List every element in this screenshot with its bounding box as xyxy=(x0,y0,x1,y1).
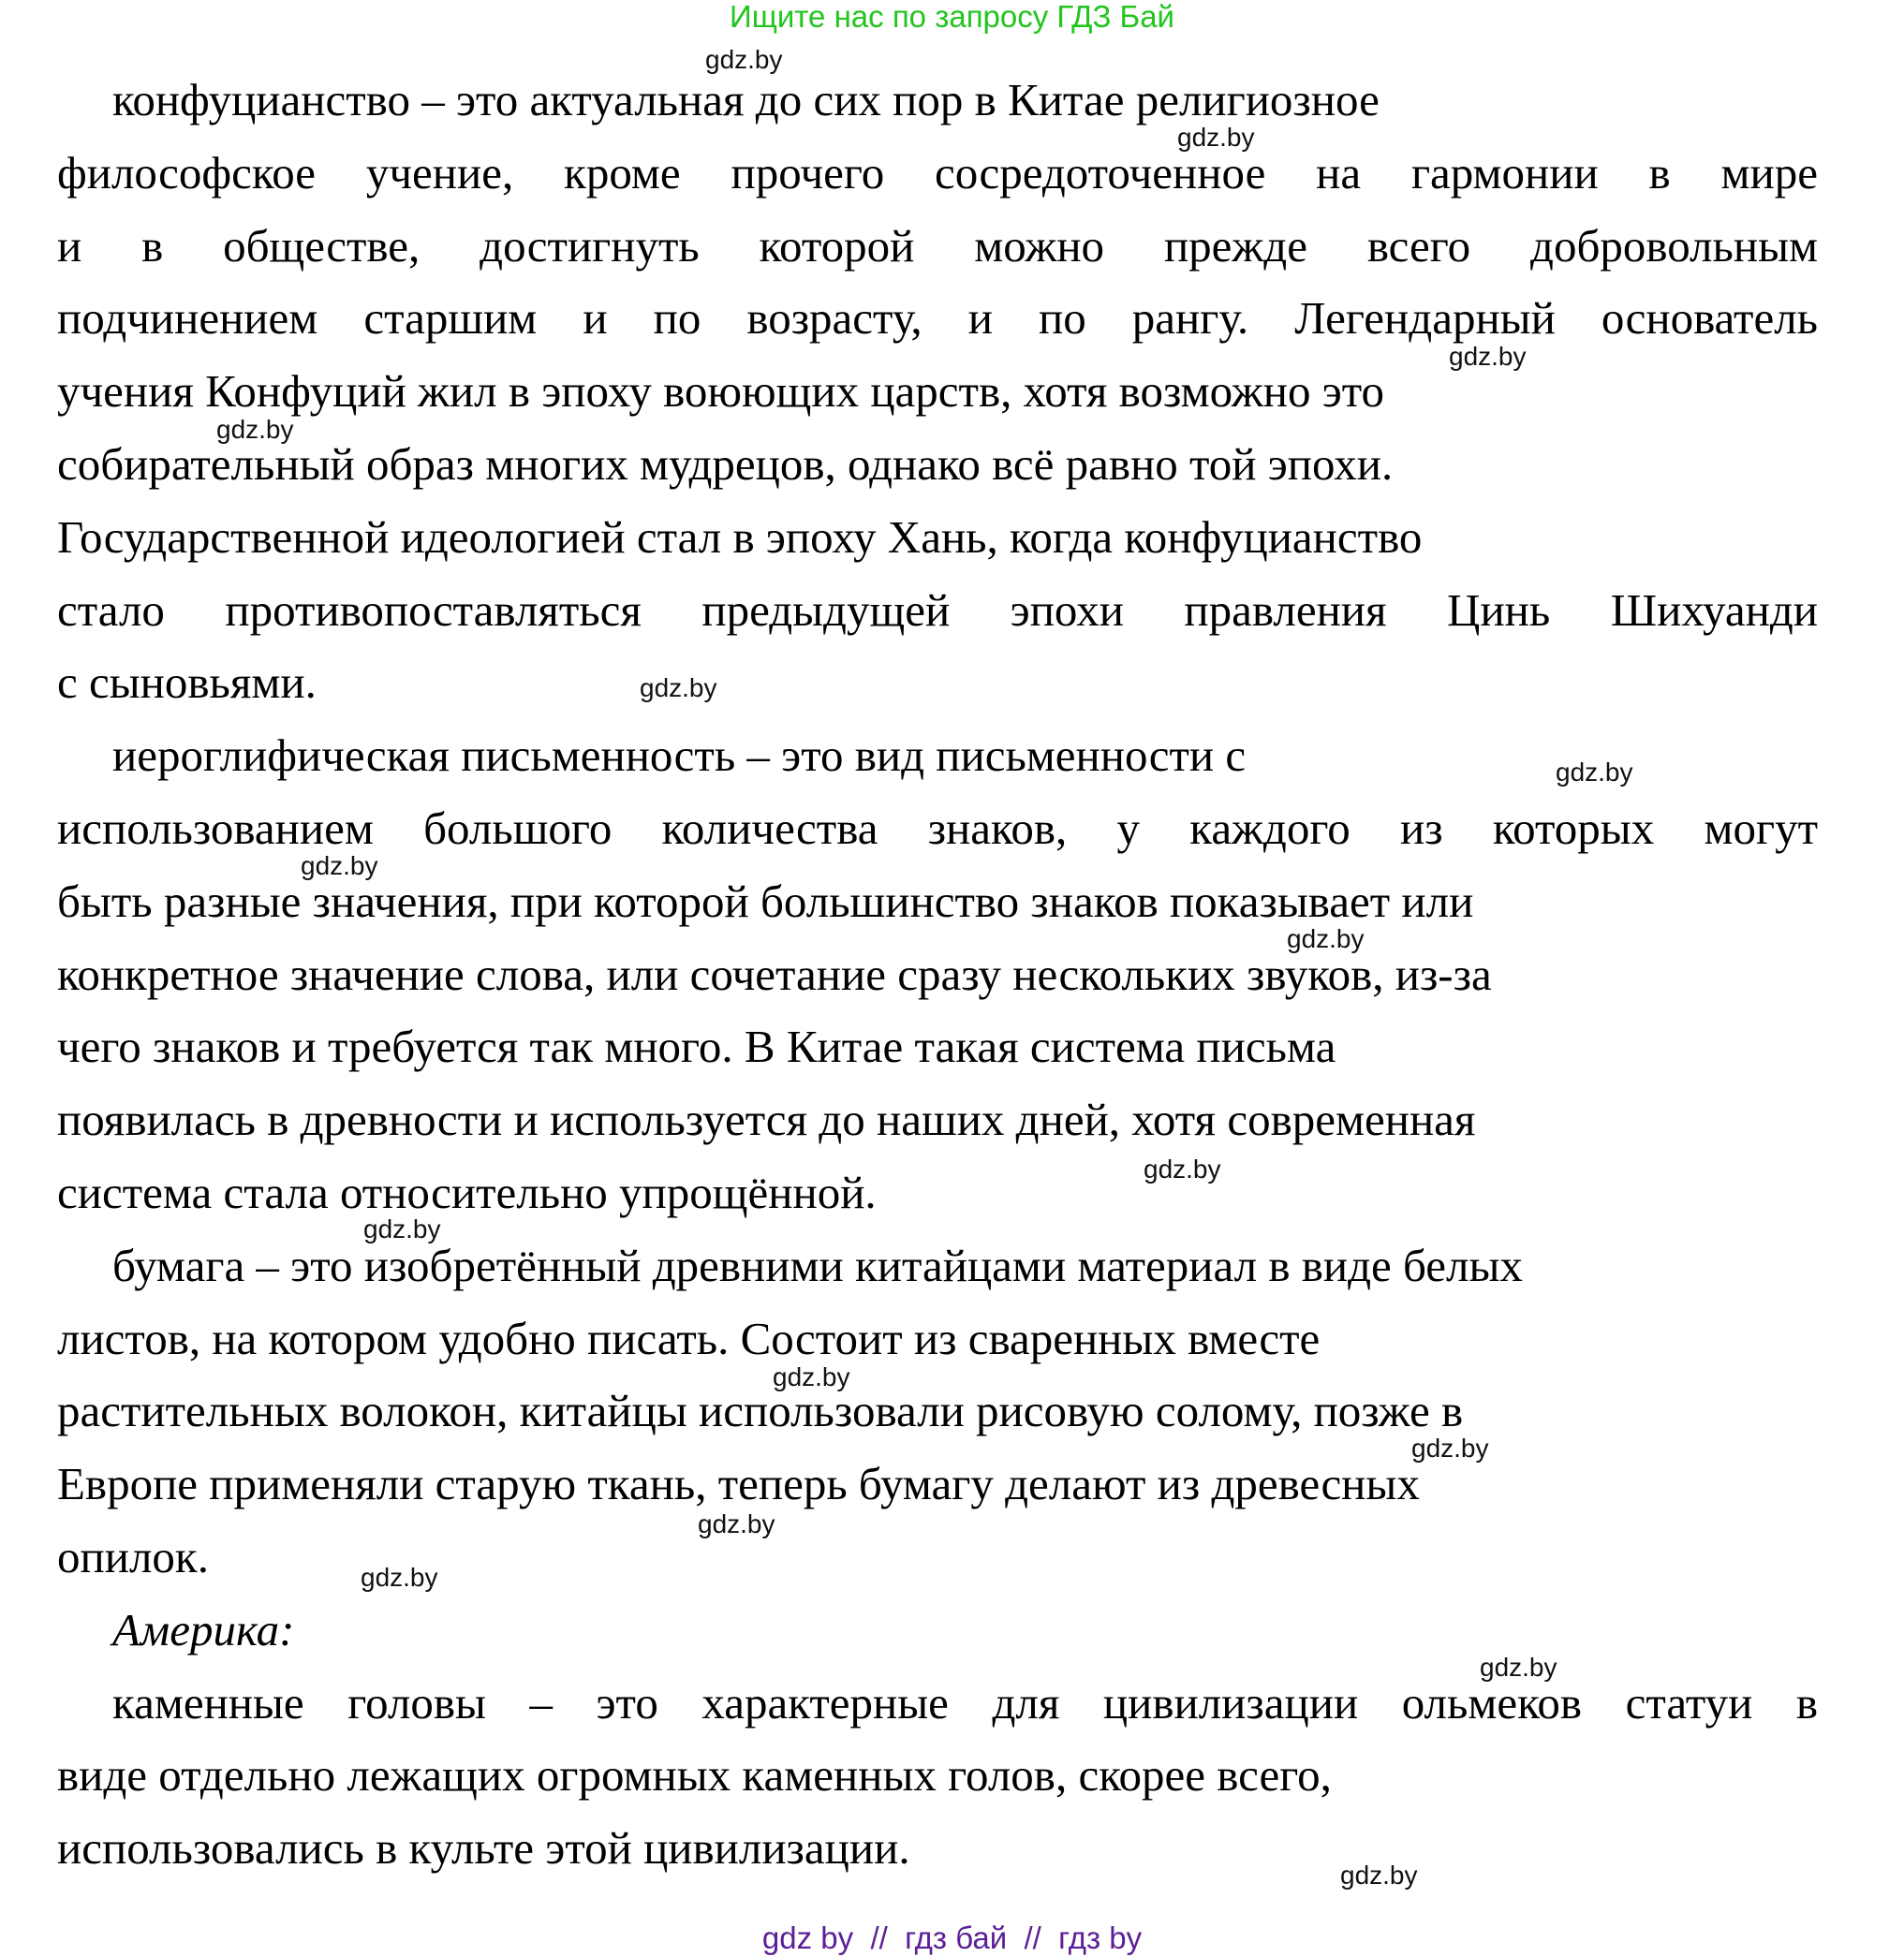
search-banner: Ищите нас по запросу ГДЗ Бай xyxy=(730,0,1174,34)
text-line: система стала относительно упрощённой. xyxy=(57,1166,877,1218)
watermark: gdz.by xyxy=(1287,924,1365,953)
text-line: учения Конфуций жил в эпоху воюющих царств, хотя возможно это xyxy=(57,365,1385,418)
watermark: gdz.by xyxy=(640,673,717,702)
watermark: gdz.by xyxy=(773,1362,850,1391)
text-line: виде отдельно лежащих огромных каменных голов, скорее всего, xyxy=(57,1749,1332,1802)
footer-links: gdz by // гдз бай // гдз by xyxy=(761,1920,1143,1955)
watermark: gdz.by xyxy=(301,851,378,880)
text-line: быть разные значения, при которой большинство знаков показывает или xyxy=(57,875,1474,927)
text-line: листов, на котором удобно писать. Состоит из сваренных вместе xyxy=(57,1312,1321,1364)
text-line: каменные головы – это характерные для цивилизации ольмеков статуи в xyxy=(112,1676,1818,1729)
text-line: опилок. xyxy=(57,1530,209,1582)
text-line: бумага – это изобретённый древними китайцами материал в виде белых xyxy=(112,1239,1523,1291)
text-line: Европе применяли старую ткань, теперь бумагу делают из древесных xyxy=(57,1458,1420,1510)
text-line: иероглифическая письменность – это вид письменности с xyxy=(112,729,1247,782)
text-line: подчинением старшим и по возрасту, и по рангу. Легендарный основатель xyxy=(57,292,1818,345)
watermark: gdz.by xyxy=(1556,758,1633,787)
watermark: gdz.by xyxy=(1144,1155,1221,1184)
watermark: gdz.by xyxy=(1411,1434,1489,1463)
text-line: философское учение, кроме прочего сосредоточенное на гармонии в мире xyxy=(57,146,1818,199)
text-line: появилась в древности и используется до наших дней, хотя современная xyxy=(57,1094,1476,1146)
text-line: конфуцианство – это актуальная до сих пор в Китае религиозное xyxy=(112,74,1380,125)
text-line: конкретное значение слова, или сочетание сразу нескольких звуков, из-за xyxy=(57,948,1492,1000)
text-line: и в обществе, достигнуть которой можно прежде всего добровольным xyxy=(57,219,1818,272)
watermark: gdz.by xyxy=(698,1509,775,1538)
watermark: gdz.by xyxy=(1177,123,1255,152)
text-line: стало противопоставляться предыдущей эпохи правления Цинь Шихуанди xyxy=(57,583,1818,636)
text-line: использованием большого количества знаков, у каждого из которых могут xyxy=(57,802,1818,854)
text-line: растительных волокон, китайцы использовали рисовую солому, позже в xyxy=(57,1385,1464,1437)
section-heading: Америка: xyxy=(112,1603,295,1655)
watermark: gdz.by xyxy=(1449,342,1527,371)
text-line: с сыновьями. xyxy=(57,656,317,709)
text-line: чего знаков и требуется так много. В Китае такая система письма xyxy=(57,1021,1336,1073)
text-line: Государственной идеологией стал в эпоху Хань, когда конфуцианство xyxy=(57,510,1423,563)
watermark: gdz.by xyxy=(363,1214,441,1243)
watermark: gdz.by xyxy=(361,1563,438,1592)
watermark: gdz.by xyxy=(705,45,783,74)
watermark: gdz.by xyxy=(216,415,294,444)
document-body xyxy=(57,71,1818,1892)
text-line: использовались в культе этой цивилизации. xyxy=(57,1822,910,1875)
watermark: gdz.by xyxy=(1340,1861,1418,1890)
watermark: gdz.by xyxy=(1480,1653,1557,1682)
text-line: собирательный образ многих мудрецов, однако всё равно той эпохи. xyxy=(57,437,1394,490)
